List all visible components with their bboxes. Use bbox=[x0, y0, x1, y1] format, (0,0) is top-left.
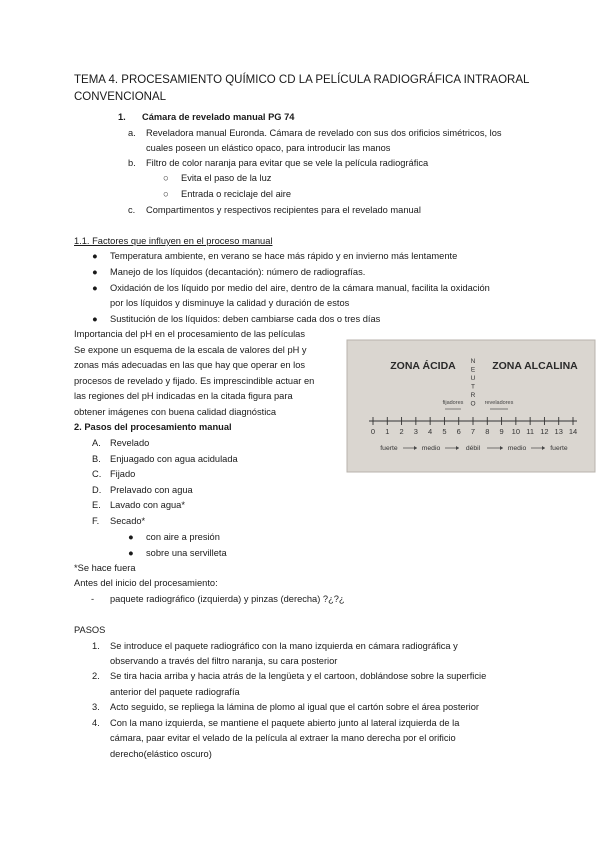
dash-marker: - bbox=[91, 594, 95, 604]
ph-tick-label: 7 bbox=[470, 427, 476, 436]
section-1-number: 1. bbox=[118, 112, 126, 122]
ph-tick-label: 5 bbox=[442, 427, 447, 436]
step-text: Lavado con agua* bbox=[110, 500, 185, 510]
strength-label: fuerte bbox=[380, 445, 398, 452]
step-text: Revelado bbox=[110, 438, 150, 448]
ph-line-2: Se expone un esquema de la escala de valores del pH y bbox=[74, 345, 307, 355]
pasos-heading: PASOS bbox=[74, 625, 106, 635]
paso-2-line-1: Se tira hacia arriba y hacia atrás de la lengüeta y el cartoon, doblándose sobre la superficie bbox=[110, 671, 487, 681]
step-marker: D. bbox=[92, 485, 102, 495]
item-a-line-2: cuales poseen un elástico opaco, para introducir las manos bbox=[146, 143, 391, 153]
step-text: Fijado bbox=[110, 469, 136, 479]
ph-tick-label: 3 bbox=[413, 427, 418, 436]
item-a-marker: a. bbox=[128, 128, 136, 138]
factor-1: Temperatura ambiente, en verano se hace más rápido y en invierno más lentamente bbox=[110, 251, 458, 261]
circle-bullet-icon: ○ bbox=[163, 189, 169, 199]
bullet-icon: ● bbox=[128, 532, 134, 542]
ph-tick-label: 11 bbox=[526, 427, 535, 436]
section-1-heading: Cámara de revelado manual PG 74 bbox=[142, 112, 295, 122]
neutral-letter: N bbox=[470, 358, 476, 365]
strength-label: fuerte bbox=[550, 445, 568, 452]
zone-alkaline-label: ZONA ALCALINA bbox=[492, 360, 578, 372]
developers-label: reveladores bbox=[484, 400, 514, 406]
ph-scale-figure bbox=[345, 338, 597, 474]
paso-1-line-2: observando a través del filtro naranja, su cara posterior bbox=[110, 656, 338, 666]
neutral-letter: R bbox=[470, 392, 476, 399]
ph-tick-label: 9 bbox=[499, 427, 504, 436]
ph-tick-label: 1 bbox=[385, 427, 390, 436]
fixers-label: fijadores bbox=[442, 400, 464, 406]
factor-2: Manejo de los líquidos (decantación): número de radiografías. bbox=[110, 267, 366, 277]
paso-4-line-3: derecho(elástico oscuro) bbox=[110, 749, 212, 759]
ph-line-5: las regiones del pH indicadas en la citada figura para bbox=[74, 391, 293, 401]
before-heading: Antes del inicio del procesamiento: bbox=[74, 578, 218, 588]
ph-heading: Importancia del pH en el procesamiento de las películas bbox=[74, 329, 306, 339]
ph-tick-label: 10 bbox=[511, 427, 521, 436]
item-a-line-1: Reveladora manual Euronda. Cámara de revelado con sus dos orificios simétricos, los bbox=[146, 128, 502, 138]
section-1-1-heading: 1.1. Factores que influyen en el proceso manual bbox=[74, 236, 273, 246]
step-marker: E. bbox=[92, 500, 101, 510]
paso-2-marker: 2. bbox=[92, 671, 100, 681]
neutral-letter: U bbox=[470, 375, 476, 382]
item-c-text: Compartimentos y respectivos recipientes para el revelado manual bbox=[146, 205, 421, 215]
strength-label: medio bbox=[421, 445, 441, 452]
ph-line-4: procesos de revelado y fijado. Es imprescindible actuar en bbox=[74, 376, 315, 386]
factor-3-line-1: Oxidación de los líquido por medio del aire, dentro de la cámara manual, facilita la oxidación bbox=[110, 283, 490, 293]
step-text: Enjuagado con agua acidulada bbox=[110, 454, 238, 464]
dash-item-text: paquete radiográfico (izquierda) y pinzas (derecha) ?¿?¿ bbox=[110, 594, 345, 604]
section-2-heading: 2. Pasos del procesamiento manual bbox=[74, 422, 232, 432]
ph-tick-label: 14 bbox=[568, 427, 578, 436]
step-text: Prelavado con agua bbox=[110, 485, 193, 495]
ph-tick-label: 6 bbox=[456, 427, 461, 436]
factor-3-line-2: por los líquidos y disminuye la calidad y duración de estos bbox=[110, 298, 350, 308]
drying-option-1: con aire a presión bbox=[146, 532, 220, 542]
ph-line-6: obtener imágenes con buena calidad diagnóstica bbox=[74, 407, 277, 417]
zone-acid-label: ZONA ÁCIDA bbox=[390, 360, 456, 372]
step-marker: F. bbox=[92, 516, 100, 526]
paso-1-line-1: Se introduce el paquete radiográfico con la mano izquierda en cámara radiográfica y bbox=[110, 641, 458, 651]
ph-tick-label: 8 bbox=[485, 427, 490, 436]
bullet-icon: ● bbox=[92, 314, 98, 324]
ph-tick-label: 13 bbox=[554, 427, 563, 436]
factor-4: Sustitución de los líquidos: deben cambiarse cada dos o tres días bbox=[110, 314, 381, 324]
bullet-icon: ● bbox=[92, 251, 98, 261]
strength-label: medio bbox=[507, 445, 527, 452]
neutral-letter: T bbox=[471, 383, 475, 391]
step-text: Secado* bbox=[110, 516, 146, 526]
ph-tick-label: 2 bbox=[399, 427, 404, 436]
paso-4-line-2: cámara, paar evitar el velado de la película al extraer la mano derecha por el orificio bbox=[110, 733, 456, 743]
footnote: *Se hace fuera bbox=[74, 563, 136, 573]
item-b-text: Filtro de color naranja para evitar que se vele la película radiográfica bbox=[146, 158, 429, 168]
drying-option-2: sobre una servilleta bbox=[146, 548, 227, 558]
document-title: TEMA 4. PROCESAMIENTO QUÍMICO CD LA PELÍCULA RADIOGRÁFICA INTRAORAL CONVENCIONAL bbox=[74, 74, 529, 103]
bullet-icon: ● bbox=[92, 267, 98, 277]
ph-tick-label: 0 bbox=[370, 427, 376, 436]
strength-label: débil bbox=[465, 445, 481, 452]
paso-3-marker: 3. bbox=[92, 702, 100, 712]
bullet-icon: ● bbox=[128, 548, 134, 558]
neutral-letter: E bbox=[470, 366, 476, 374]
paso-3-text: Acto seguido, se repliega la lámina de plomo al igual que el cartón sobre el área posterior bbox=[110, 702, 479, 712]
step-marker: C. bbox=[92, 469, 102, 479]
bullet-icon: ● bbox=[92, 283, 98, 293]
neutral-letter: O bbox=[470, 400, 476, 408]
paso-4-line-1: Con la mano izquierda, se mantiene el paquete abierto junto al lateral izquierda de la bbox=[110, 718, 460, 728]
step-marker: B. bbox=[92, 454, 101, 464]
item-b-sub-1: Evita el paso de la luz bbox=[181, 173, 272, 183]
circle-bullet-icon: ○ bbox=[163, 173, 169, 183]
paso-2-line-2: anterior del paquete radiografía bbox=[110, 687, 240, 697]
ph-tick-label: 12 bbox=[540, 427, 549, 436]
item-c-marker: c. bbox=[128, 205, 136, 215]
ph-line-3: zonas más adecuadas en las que hay que operar en los bbox=[74, 360, 306, 370]
ph-tick-label: 4 bbox=[428, 427, 433, 436]
paso-1-marker: 1. bbox=[92, 641, 100, 651]
ph-scale-diagram bbox=[345, 338, 597, 474]
step-marker: A. bbox=[92, 438, 101, 448]
item-b-marker: b. bbox=[128, 158, 136, 168]
item-b-sub-2: Entrada o reciclaje del aire bbox=[181, 189, 292, 199]
paso-4-marker: 4. bbox=[92, 718, 100, 728]
